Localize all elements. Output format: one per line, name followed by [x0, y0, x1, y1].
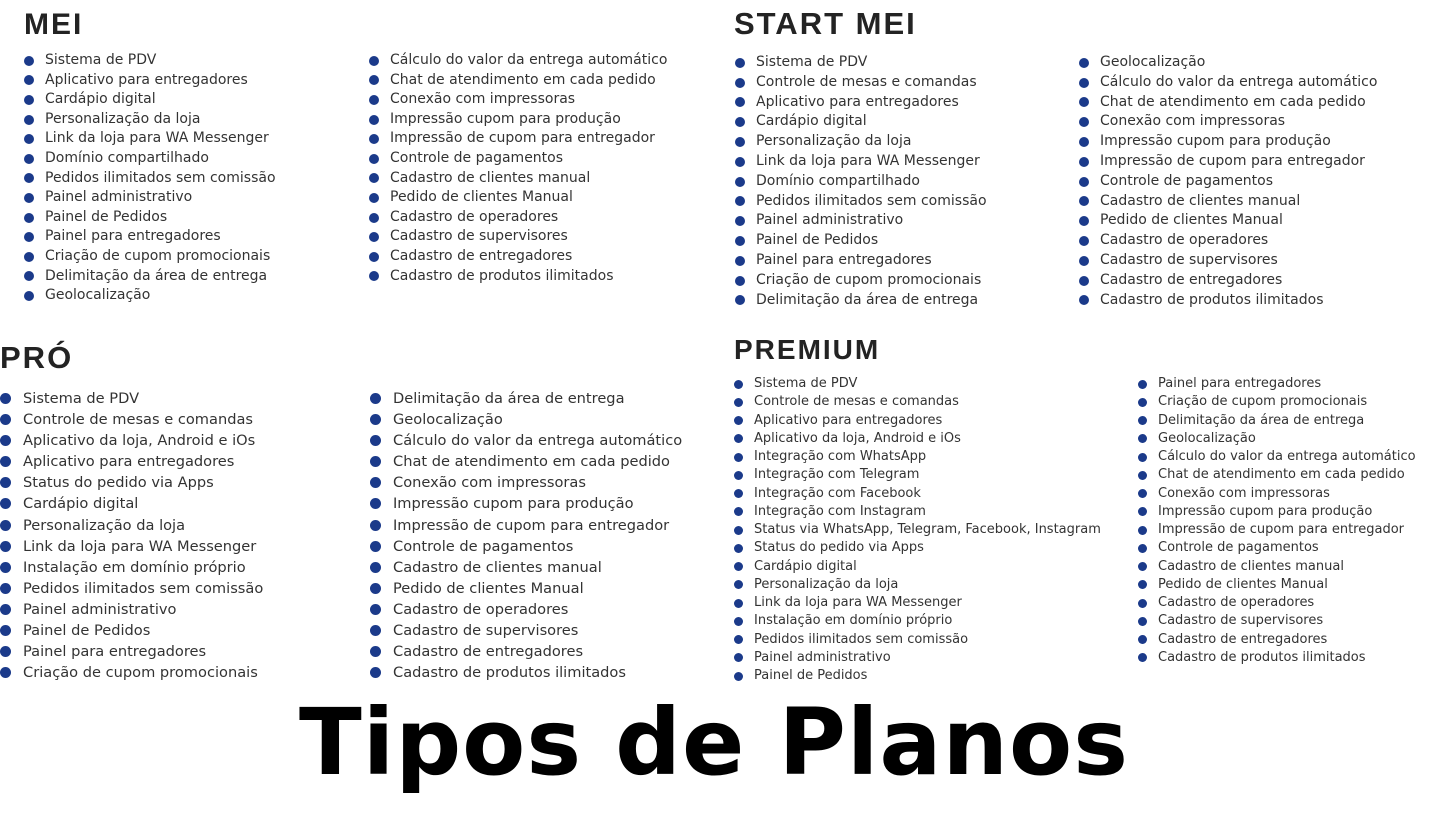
bullet-icon [1079, 276, 1089, 286]
feature-label: Geolocalização [1100, 54, 1206, 70]
bullet-icon [369, 193, 379, 203]
plan-title: PREMIUM [734, 334, 881, 365]
feature-label: Cadastro de supervisores [390, 228, 568, 245]
bullet-icon [734, 672, 743, 681]
bullet-icon [369, 271, 379, 281]
feature-label: Cardápio digital [23, 495, 139, 513]
bullet-icon [370, 541, 381, 552]
feature-label: Cadastro de clientes manual [393, 558, 602, 576]
feature-label: Controle de pagamentos [390, 149, 564, 166]
bullet-icon [734, 453, 743, 462]
feature-label: Controle de mesas e comandas [23, 411, 254, 429]
feature-label: Cadastro de clientes manual [1158, 558, 1344, 574]
feature-label: Painel de Pedidos [756, 232, 879, 249]
bullet-icon [1079, 256, 1089, 266]
bullet-icon [0, 435, 11, 446]
feature-label: Criação de cupom promocionais [756, 271, 982, 288]
bullet-icon [369, 134, 379, 144]
bullet-icon [1138, 562, 1147, 571]
feature-label: Chat de atendimento em cada pedido [1158, 467, 1405, 483]
bullet-icon [24, 271, 34, 281]
bullet-icon [0, 562, 11, 573]
feature-label: Controle de pagamentos [1100, 172, 1274, 189]
bullet-icon [1079, 78, 1089, 88]
feature-label: Criação de cupom promocionais [1158, 394, 1368, 410]
feature-label: Cadastro de operadores [393, 600, 569, 618]
bullet-icon [735, 58, 745, 68]
bullet-icon [0, 393, 11, 404]
feature-label: Aplicativo para entregadores [45, 71, 248, 88]
plan-title: PRÓ [0, 340, 74, 375]
feature-label: Conexão com impressoras [390, 91, 576, 108]
bullet-icon [369, 115, 379, 125]
bullet-icon [370, 393, 381, 404]
bullet-icon [24, 95, 34, 105]
feature-label: Painel para entregadores [45, 228, 221, 245]
feature-label: Geolocalização [393, 411, 503, 429]
feature-label: Cadastro de entregadores [1100, 271, 1283, 288]
bullet-icon [734, 653, 743, 662]
bullet-icon [24, 75, 34, 85]
feature-label: Impressão de cupom para entregador [390, 130, 655, 147]
feature-label: Cadastro de clientes manual [390, 169, 591, 186]
bullet-icon [370, 520, 381, 531]
feature-label: Integração com WhatsApp [754, 449, 927, 464]
feature-label: Status do pedido via Apps [23, 474, 214, 492]
feature-label: Conexão com impressoras [1100, 113, 1286, 130]
feature-label: Impressão cupom para produção [390, 110, 621, 127]
bullet-icon [370, 435, 381, 446]
feature-label: Cardápio digital [45, 91, 156, 108]
bullet-icon [1079, 117, 1089, 127]
bullet-icon [734, 416, 743, 425]
feature-label: Cálculo do valor da entrega automático [1100, 73, 1378, 90]
bullet-icon [735, 295, 745, 305]
bullet-icon [24, 252, 34, 262]
feature-label: Painel administrativo [756, 212, 904, 229]
bullet-icon [1079, 295, 1089, 305]
bullet-icon [1138, 507, 1147, 516]
bullet-icon [369, 95, 379, 105]
bullet-icon [734, 599, 743, 608]
bullet-icon [1138, 617, 1147, 626]
feature-label: Link da loja para WA Messenger [756, 152, 980, 169]
bullet-icon [370, 414, 381, 425]
bullet-icon [1138, 434, 1147, 443]
feature-label: Painel de Pedidos [45, 208, 168, 225]
feature-label: Cardápio digital [756, 113, 867, 130]
feature-label: Criação de cupom promocionais [23, 664, 258, 682]
feature-label: Pedido de clientes Manual [393, 579, 584, 597]
bullet-icon [735, 157, 745, 167]
feature-label: Chat de atendimento em cada pedido [393, 453, 670, 471]
feature-label: Geolocalização [45, 287, 151, 304]
feature-label: Personalização da loja [756, 133, 912, 150]
bullet-icon [734, 380, 743, 389]
bullet-icon [24, 291, 34, 301]
feature-label: Impressão de cupom para entregador [1100, 152, 1365, 169]
feature-label: Personalização da loja [754, 576, 899, 592]
bullet-icon [370, 667, 381, 678]
bullet-icon [0, 541, 11, 552]
feature-label: Pedido de clientes Manual [1100, 212, 1283, 229]
feature-label: Impressão de cupom para entregador [1158, 522, 1404, 537]
feature-label: Cadastro de operadores [390, 208, 559, 225]
bullet-icon [1079, 236, 1089, 246]
feature-label: Painel de Pedidos [754, 668, 868, 683]
bullet-icon [1138, 526, 1147, 535]
bullet-icon [1138, 599, 1147, 608]
bullet-icon [1079, 137, 1089, 147]
bullet-icon [370, 625, 381, 636]
feature-label: Pedidos ilimitados sem comissão [756, 192, 987, 209]
bullet-icon [0, 477, 11, 488]
feature-label: Cadastro de operadores [1100, 232, 1269, 249]
bullet-icon [734, 580, 743, 589]
feature-label: Geolocalização [1158, 430, 1256, 446]
main-title: Tipos de Planos [299, 689, 1129, 796]
bullet-icon [0, 604, 11, 615]
bullet-icon [1138, 471, 1147, 480]
feature-label: Integração com Telegram [754, 467, 920, 483]
bullet-icon [1079, 216, 1089, 226]
bullet-icon [0, 498, 11, 509]
bullet-icon [734, 507, 743, 516]
feature-label: Integração com Instagram [754, 503, 926, 519]
feature-label: Cadastro de clientes manual [1100, 192, 1301, 209]
feature-label: Cadastro de entregadores [1158, 631, 1328, 647]
feature-label: Aplicativo para entregadores [754, 412, 943, 428]
bullet-icon [735, 236, 745, 246]
feature-label: Cadastro de produtos ilimitados [390, 267, 614, 284]
bullet-icon [24, 154, 34, 164]
bullet-icon [370, 646, 381, 657]
feature-label: Cadastro de produtos ilimitados [393, 664, 626, 682]
bullet-icon [370, 604, 381, 615]
bullet-icon [735, 78, 745, 88]
bullet-icon [369, 56, 379, 66]
bullet-icon [735, 196, 745, 206]
bullet-icon [24, 115, 34, 125]
bullet-icon [24, 134, 34, 144]
feature-label: Pedido de clientes Manual [390, 189, 573, 206]
feature-label: Pedido de clientes Manual [1158, 576, 1328, 592]
bullet-icon [735, 256, 745, 266]
feature-label: Sistema de PDV [45, 52, 157, 68]
feature-label: Link da loja para WA Messenger [754, 595, 962, 610]
bullet-icon [370, 456, 381, 467]
bullet-icon [735, 216, 745, 226]
bullet-icon [0, 520, 11, 531]
bullet-icon [735, 137, 745, 147]
feature-label: Cadastro de supervisores [1158, 613, 1324, 629]
feature-label: Instalação em domínio próprio [754, 613, 953, 629]
feature-label: Painel para entregadores [756, 251, 932, 268]
feature-label: Aplicativo da loja, Android e iOs [23, 432, 256, 450]
bullet-icon [24, 173, 34, 183]
bullet-icon [0, 456, 11, 467]
bullet-icon [24, 213, 34, 223]
bullet-icon [0, 646, 11, 657]
feature-label: Controle de mesas e comandas [756, 73, 977, 90]
feature-label: Pedidos ilimitados sem comissão [23, 579, 264, 597]
feature-label: Impressão cupom para produção [1100, 133, 1331, 150]
bullet-icon [0, 667, 11, 678]
feature-label: Delimitação da área de entrega [393, 390, 625, 407]
bullet-icon [1138, 398, 1147, 407]
bullet-icon [24, 193, 34, 203]
bullet-icon [369, 232, 379, 242]
bullet-icon [370, 562, 381, 573]
bullet-icon [734, 617, 743, 626]
feature-label: Cálculo do valor da entrega automático [393, 432, 683, 450]
bullet-icon [734, 434, 743, 443]
bullet-icon [734, 562, 743, 571]
feature-label: Impressão de cupom para entregador [393, 516, 670, 534]
feature-label: Aplicativo da loja, Android e iOs [754, 430, 961, 446]
plan-title: START MEI [734, 6, 917, 41]
bullet-icon [734, 635, 743, 644]
feature-label: Status do pedido via Apps [754, 540, 924, 556]
feature-label: Link da loja para WA Messenger [23, 537, 257, 555]
feature-label: Cadastro de entregadores [393, 643, 584, 661]
feature-label: Delimitação da área de entrega [45, 267, 268, 284]
feature-label: Integração com Facebook [754, 485, 921, 501]
feature-label: Painel para entregadores [23, 643, 207, 661]
bullet-icon [735, 97, 745, 107]
bullet-icon [1079, 196, 1089, 206]
feature-label: Painel administrativo [754, 649, 891, 665]
bullet-icon [735, 177, 745, 187]
bullet-icon [369, 154, 379, 164]
bullet-icon [1138, 489, 1147, 498]
feature-label: Controle de pagamentos [393, 537, 574, 555]
feature-label: Cadastro de supervisores [393, 622, 579, 640]
feature-label: Impressão cupom para produção [393, 495, 634, 513]
feature-label: Cálculo do valor da entrega automático [1158, 449, 1416, 464]
bullet-icon [1138, 380, 1147, 389]
feature-label: Pedidos ilimitados sem comissão [754, 631, 969, 647]
feature-label: Delimitação da área de entrega [756, 291, 979, 308]
bullet-icon [24, 56, 34, 66]
feature-label: Cálculo do valor da entrega automático [390, 52, 668, 68]
bullet-icon [1079, 58, 1089, 68]
feature-label: Controle de mesas e comandas [754, 394, 959, 410]
feature-label: Aplicativo para entregadores [756, 93, 959, 110]
feature-label: Delimitação da área de entrega [1158, 412, 1365, 428]
feature-label: Conexão com impressoras [393, 474, 586, 492]
feature-label: Criação de cupom promocionais [45, 247, 271, 264]
feature-label: Cadastro de produtos ilimitados [1100, 291, 1324, 308]
feature-label: Conexão com impressoras [1158, 485, 1330, 501]
feature-label: Cardápio digital [754, 558, 857, 574]
bullet-icon [1138, 635, 1147, 644]
feature-label: Chat de atendimento em cada pedido [1100, 93, 1366, 110]
bullet-icon [734, 489, 743, 498]
bullet-icon [369, 75, 379, 85]
bullet-icon [734, 544, 743, 553]
feature-label: Sistema de PDV [756, 54, 868, 70]
bullet-icon [369, 213, 379, 223]
feature-label: Painel de Pedidos [23, 622, 151, 640]
bullet-icon [24, 232, 34, 242]
feature-label: Status via WhatsApp, Telegram, Facebook, Instagram [754, 522, 1101, 537]
feature-label: Sistema de PDV [754, 376, 858, 391]
bullet-icon [1138, 580, 1147, 589]
feature-label: Personalização da loja [23, 516, 186, 534]
bullet-icon [369, 252, 379, 262]
feature-label: Painel administrativo [23, 600, 177, 618]
feature-label: Cadastro de operadores [1158, 595, 1315, 610]
feature-label: Aplicativo para entregadores [23, 453, 235, 471]
feature-label: Cadastro de entregadores [390, 247, 573, 264]
bullet-icon [1079, 157, 1089, 167]
bullet-icon [1079, 177, 1089, 187]
bullet-icon [735, 276, 745, 286]
bullet-icon [1138, 544, 1147, 553]
bullet-icon [370, 477, 381, 488]
feature-label: Impressão cupom para produção [1158, 503, 1373, 519]
bullet-icon [1138, 653, 1147, 662]
bullet-icon [735, 117, 745, 127]
bullet-icon [0, 625, 11, 636]
feature-label: Painel administrativo [45, 189, 193, 206]
feature-label: Cadastro de supervisores [1100, 251, 1278, 268]
plan-title: MEI [24, 8, 84, 41]
feature-label: Painel para entregadores [1158, 376, 1322, 391]
bullet-icon [1138, 453, 1147, 462]
feature-label: Link da loja para WA Messenger [45, 130, 269, 147]
bullet-icon [734, 471, 743, 480]
bullet-icon [370, 583, 381, 594]
bullet-icon [1079, 97, 1089, 107]
bullet-icon [0, 414, 11, 425]
bullet-icon [1138, 416, 1147, 425]
feature-label: Chat de atendimento em cada pedido [390, 71, 656, 88]
bullet-icon [734, 526, 743, 535]
bullet-icon [369, 173, 379, 183]
feature-label: Pedidos ilimitados sem comissão [45, 169, 276, 186]
bullet-icon [370, 498, 381, 509]
bullet-icon [734, 398, 743, 407]
feature-label: Controle de pagamentos [1158, 540, 1319, 556]
feature-label: Cadastro de produtos ilimitados [1158, 649, 1366, 665]
feature-label: Domínio compartilhado [756, 172, 920, 189]
feature-label: Sistema de PDV [23, 390, 140, 407]
feature-label: Domínio compartilhado [45, 149, 209, 166]
feature-label: Instalação em domínio próprio [23, 558, 246, 576]
feature-label: Personalização da loja [45, 110, 201, 127]
bullet-icon [0, 583, 11, 594]
